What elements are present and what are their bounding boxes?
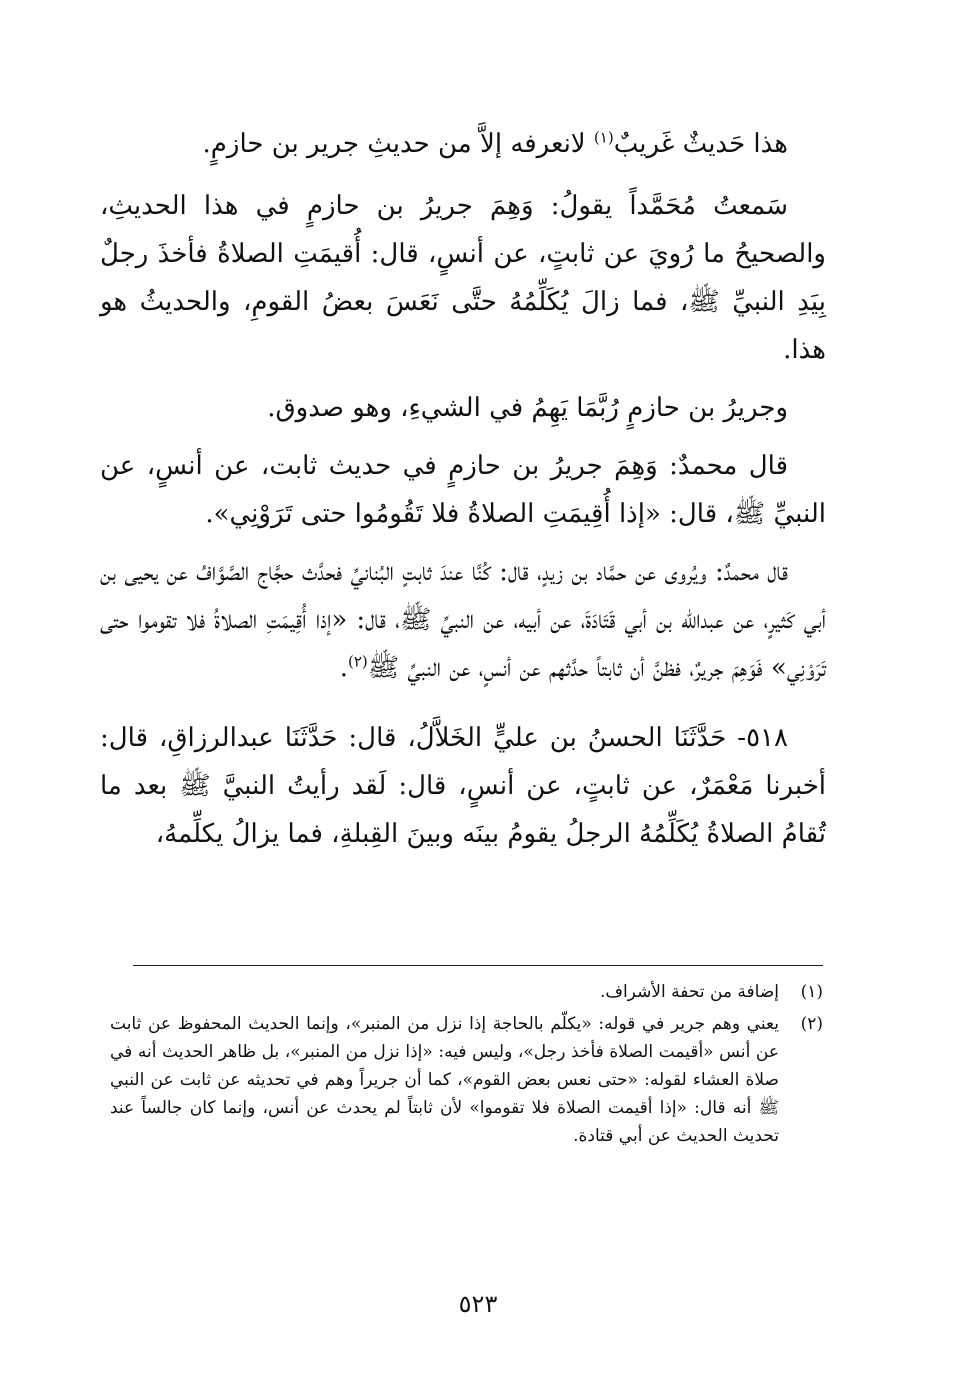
footnote-2-text: يعني وهم جرير في قوله: «يكلّم بالحاجة إذا نزل من المنبر»، وإنما الحديث المحفوظ عن ثابت عن أنس «أقيمت الصلاة فأخذ رجل»، وليس فيه: «إذا نزل من المنبر»، بل ظاهر الحديث أنه في صلاة العشاء لقوله: «حتى نعس بعض القوم»، كما أن جريراً وهم في تحديثه عن ثابت عن النبي ﷺ أنه قال: «إذا أقيمت الصلاة فلا تقوموا» لأن ثابتاً لم يحدث عن أنس، وإنما كان جالساً عند تحديث الحديث عن أبي قتادة.: [110, 1014, 779, 1146]
paragraph-5-text-after: .: [339, 653, 348, 683]
footnote-1-number: (١): [800, 982, 823, 1002]
paragraph-1-text-before: هذا حَديثٌ غَريبٌ: [613, 129, 788, 159]
hadith-518: ٥١٨- حَدَّثَنَا الحسنُ بن عليٍّ الخَلاَّلُ، قال: حَدَّثَنَا عبدالرزاقِ، قال: أخبرنا مَعْمَرٌ، عن ثابتٍ، عن أنسٍ، قال: لَقد رأيتُ النبيَّ ﷺ بعد ما تُقامُ الصلاةُ يُكَلِّمُهُ الرجلُ يقومُ بينَه وبينَ القِبلةِ، فما يزالُ يكلِّمهُ،: [100, 723, 826, 849]
paragraph-1: [100, 120, 826, 168]
paragraph-5: [100, 548, 826, 692]
footnote-divider: [133, 965, 823, 966]
page-number: ٥٢٣: [458, 1290, 498, 1318]
footnote-2: [110, 1010, 823, 1150]
footnote-ref-2: (٢): [347, 652, 368, 671]
paragraph-3: وجريرُ بن حازمٍ رُبَّمَا يَهِمُ في الشيءِ، وهو صدوق.: [267, 393, 788, 423]
paragraph-4: قال محمدٌ: وَهِمَ جريرُ بن حازمٍ في حديث ثابت، عن أنسٍ، عن النبيِّ ﷺ، قال: «إذا أُقِيمَتِ الصلاةُ فلا تَقُومُوا حتى تَرَوْنِي».: [100, 451, 826, 529]
footnote-ref-1: (١): [593, 128, 614, 147]
footnote-1-text: إضافة من تحفة الأشراف.: [599, 982, 779, 1002]
main-text: [100, 120, 826, 868]
paragraph-2: سَمعتُ مُحَمَّداً يقولُ: وَهِمَ جريرُ بن حازمٍ في هذا الحديثِ، والصحيحُ ما رُويَ عن ثابتٍ، عن أنسٍ، قال: أُقيمَتِ الصلاةُ فأخذَ رجلٌ بِيَدِ النبيِّ ﷺ، فما زالَ يُكَلِّمُهُ حتَّى نَعَسَ بعضُ القومِ، والحديثُ هو هذا.: [100, 191, 826, 365]
footnotes: [110, 978, 823, 1154]
paragraph-5-text-before: قال محمدٌ: ويُروى عن حمَّاد بن زيدٍ، قال: كُنَّا عندَ ثابتٍ البُنانيِّ فحدَّث حجَّاج الصَّوَّافُ عن يحيى بن أبي كَثيرٍ، عن عبدالله بن أبي قَتَادَةَ، عن أبيه، عن النبيِّ ﷺ، قال: «إذا أُقِيمَتِ الصلاةُ فلا تقوموا حتى تَرَوْنِي» فَوَهِمَ جريرٌ، فظنَّ أن ثابتاً حدَّثهم عن أنسٍ، عن النبيِّ ﷺ: [100, 557, 826, 683]
paragraph-1-text-after: لانعرفه إلاَّ من حديثِ جرير بن حازمٍ.: [202, 129, 594, 159]
footnote-1: [110, 978, 823, 1006]
footnote-2-number: (٢): [800, 1014, 823, 1034]
